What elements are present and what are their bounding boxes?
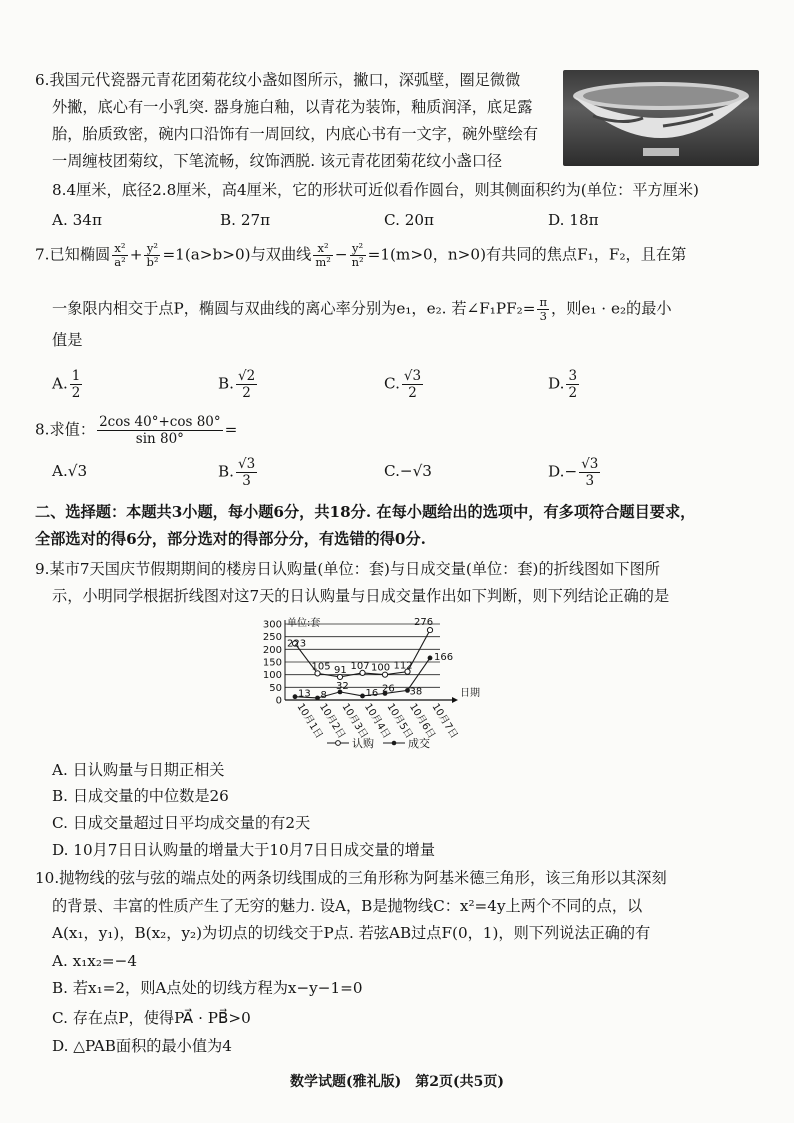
q6-line-3: 胎，胎质致密，碗内口沿饰有一周回纹，内底心书有一文字，碗外壁绘有 [52, 125, 538, 143]
q8-option-d [548, 456, 602, 489]
q7-option-a [52, 368, 84, 401]
q7-option-c [384, 368, 425, 401]
option-frac [566, 368, 579, 401]
x-tick-label: 10月6日 [406, 701, 438, 741]
frac-den: sin 80° [135, 431, 184, 447]
q8-option-c: C.−√3 [384, 462, 432, 480]
frac-den: 3 [539, 309, 547, 323]
q6-option-b: B. 27π [220, 211, 271, 229]
x-axis-arrow [452, 697, 458, 703]
frac-num: x² [112, 242, 127, 256]
data-point [428, 656, 433, 661]
option-letter: C. [384, 374, 400, 393]
q7-line2-text: 一象限内相交于点P，椭圆与双曲线的离心率分别为e₁，e₂. 若∠F₁PF₂= [52, 299, 536, 318]
q9-line-chart [255, 616, 495, 756]
y-tick-label: 250 [262, 632, 282, 644]
q9-line-1: 9.某市7天国庆节假期期间的楼房日认购量(单位：套)与日成交量(单位：套)的折线图如下图所 [35, 560, 660, 578]
q9-line-2: 示，小明同学根据折线图对这7天的日认购量与日成交量作出如下判断，则下列结论正确的是 [52, 587, 670, 605]
unit-label: 单位:套 [287, 618, 321, 629]
q6-option-a: A. 34π [52, 211, 102, 229]
q7-line-3: 值是 [52, 331, 83, 349]
legend-label: 认购 [352, 737, 374, 750]
y-tick-label: 0 [275, 695, 282, 707]
x-tick-label: 10月2日 [316, 701, 348, 741]
q9-option-c: C. 日成交量超过日平均成交量的有2天 [52, 814, 311, 832]
q7-line-1 [35, 242, 686, 269]
porcelain-cup-photo [563, 70, 759, 166]
q7-option-b [218, 368, 259, 401]
frac-den: a² [114, 255, 126, 269]
q6-line-2: 外撇，底心有一小乳突. 器身施白釉，以青花为装饰，釉质润泽，底足露 [52, 98, 533, 116]
y-tick-label: 200 [262, 644, 282, 656]
y-tick-label: 50 [269, 682, 282, 694]
y-tick-label: 100 [262, 670, 282, 682]
q7-line2-tail: ，则e₁ · e₂的最小 [551, 299, 672, 318]
frac-den: 2 [242, 385, 251, 401]
frac-num: 1 [71, 368, 81, 384]
data-point [293, 694, 298, 699]
legend-marker [336, 741, 341, 746]
q10-option-c: C. 存在点P，使得PA⃗ · PB⃗>0 [52, 1009, 251, 1027]
page-footer: 数学试题(雅礼版) 第2页(共5页) [290, 1074, 504, 1090]
q7-text-2: + [129, 245, 143, 264]
frac-num: y² [144, 242, 160, 256]
q8-prefix: 8.求值： [35, 420, 96, 439]
option-frac [402, 368, 423, 401]
q7-text-3: =1(a>b>0)与双曲线 [162, 245, 312, 264]
q8-line [35, 414, 237, 447]
frac-den: n² [351, 255, 364, 269]
data-point [427, 627, 432, 632]
option-frac [579, 456, 600, 489]
data-label: 91 [334, 664, 347, 676]
frac-den: 3 [242, 473, 251, 489]
data-label: 38 [409, 686, 423, 698]
q7-frac-y2-n2 [350, 242, 366, 269]
option-letter: A. [52, 374, 68, 393]
option-frac [236, 456, 257, 489]
data-point [360, 694, 365, 699]
legend-label: 成交 [408, 737, 430, 750]
option-letter: D.− [548, 462, 578, 481]
q9-option-d: D. 10月7日日认购量的增量大于10月7日日成交量的增量 [52, 841, 436, 859]
frac-num: 2cos 40°+cos 80° [99, 414, 221, 430]
q10-line-1: 10.抛物线的弦与弦的端点处的两条切线围成的三角形称为阿基米德三角形，该三角形以其深刻 [35, 869, 667, 887]
q10-option-d: D. △PAB面积的最小值为4 [52, 1037, 232, 1055]
data-point [315, 696, 320, 701]
q6-option-c: C. 20π [384, 211, 435, 229]
option-letter: B. [218, 374, 234, 393]
section-2-heading: 二、选择题：本题共3小题，每小题6分，共18分. 在每小题给出的选项中，有多项符合题目要求， [35, 503, 696, 521]
frac-den: b² [146, 255, 159, 269]
q7-frac-y2-b2 [144, 242, 160, 269]
q7-text-5: =1(m>0，n>0)有共同的焦点F₁，F₂，且在第 [367, 245, 687, 264]
q6-line-4: 一周缠枝团菊纹，下笔流畅，纹饰洒脱. 该元青花团菊花纹小盏口径 [52, 152, 503, 170]
q9-option-b: B. 日成交量的中位数是26 [52, 787, 229, 805]
x-tick-label: 10月3日 [339, 701, 370, 741]
q6-line-1: 6.我国元代瓷器元青花团菊花纹小盏如图所示，撇口，深弧壁，圈足微微 [35, 71, 521, 89]
data-label: 13 [298, 688, 311, 700]
x-tick-label: 10月1日 [294, 701, 325, 741]
q10-option-b: B. 若x₁=2，则A点处的切线方程为x−y−1=0 [52, 979, 363, 997]
x-tick-label: 10月7日 [429, 701, 460, 741]
q7-text-1: 7.已知椭圆 [35, 245, 111, 264]
data-label: 112 [393, 660, 413, 672]
data-label: 8 [320, 689, 327, 701]
data-label: 100 [371, 662, 391, 674]
frac-den: 2 [71, 385, 81, 401]
option-frac [236, 368, 257, 401]
q7-frac-x2-a2 [112, 242, 127, 269]
option-letter: B. [218, 462, 234, 481]
frac-num: π [539, 295, 548, 309]
frac-den: m² [315, 255, 331, 269]
frac-num: √3 [403, 368, 422, 384]
frac-num: √3 [581, 456, 599, 472]
chart-svg [255, 616, 495, 756]
frac-num: 3 [568, 368, 578, 384]
data-label: 107 [350, 660, 370, 672]
option-letter: D. [548, 374, 565, 393]
data-label: 26 [382, 683, 395, 695]
data-label: 16 [365, 687, 379, 699]
data-label: 223 [287, 638, 307, 650]
frac-num: √2 [238, 368, 256, 384]
q10-line-2: 的背景、丰富的性质产生了无穷的魅力. 设A，B是抛物线C：x²=4y上两个不同的点，以 [52, 897, 643, 915]
q8-option-b [218, 456, 259, 489]
frac-num: x² [313, 242, 333, 256]
section-2-scoring: 全部选对的得6分，部分选对的得部分分，有选错的得0分. [35, 530, 426, 548]
q7-text-4: − [334, 245, 348, 264]
q7-frac-x2-m2 [313, 242, 333, 269]
frac-num: √3 [238, 456, 256, 472]
q7-option-d [548, 368, 581, 401]
legend-marker [392, 741, 397, 746]
q7-angle-frac [537, 296, 549, 323]
q8-option-a: A.√3 [52, 462, 88, 480]
q9-option-a: A. 日认购量与日期正相关 [52, 761, 225, 779]
q7-line-2 [52, 296, 672, 323]
q6-option-d: D. 18π [548, 211, 599, 229]
frac-num: y² [350, 242, 366, 256]
x-tick-label: 10月5日 [384, 701, 415, 741]
q10-line-3: A(x₁，y₁)，B(x₂，y₂)为切点的切线交于P点. 若弦AB过点F(0，1)，则下列说法正确的有 [52, 924, 651, 942]
data-label: 276 [414, 617, 434, 629]
y-tick-label: 150 [262, 657, 282, 669]
q6-line-5: 8.4厘米，底径2.8厘米，高4厘米，它的形状可近似看作圆台，则其侧面积约为(单位：平方厘米) [52, 181, 699, 199]
q8-expression [97, 414, 223, 447]
frac-den: 2 [568, 385, 578, 401]
data-label: 105 [311, 661, 331, 673]
x-tick-label: 10月4日 [361, 701, 393, 741]
frac-den: 2 [408, 385, 417, 401]
x-axis-title: 日期 [460, 688, 480, 699]
data-label: 32 [336, 680, 349, 692]
y-tick-label: 300 [262, 619, 282, 631]
option-frac [70, 368, 83, 401]
data-label: 166 [434, 651, 454, 663]
frac-den: 3 [585, 473, 595, 489]
q10-option-a: A. x₁x₂=−4 [52, 952, 138, 970]
q8-equals: = [224, 420, 238, 439]
